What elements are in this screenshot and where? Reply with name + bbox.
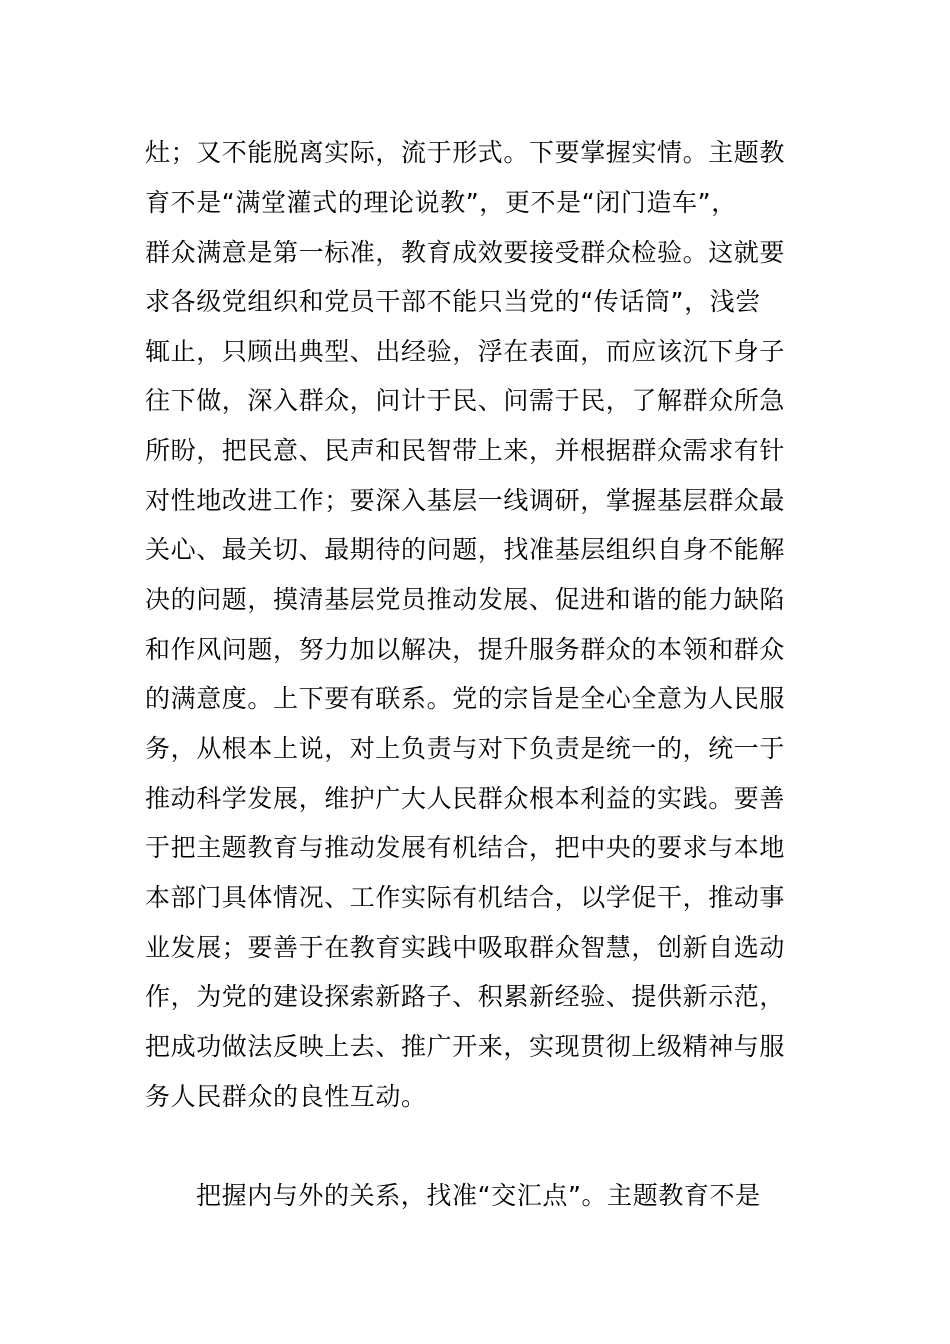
text-line: 作，为党的建设探索新路子、积累新经验、提供新示范， — [145, 982, 786, 1011]
text-line: 决的问题，摸清基层党员推动发展、促进和谐的能力缺陷 — [145, 585, 786, 614]
text-line: 对性地改进工作；要深入基层一线调研，掌握基层群众最 — [145, 486, 786, 515]
paragraph-start-line: 把握内与外的关系，找准“交汇点”。主题教育不是 — [196, 1181, 761, 1210]
text-line: 求各级党组织和党员干部不能只当党的“传话筒”，浅尝 — [145, 287, 761, 316]
text-line: 于把主题教育与推动发展有机结合，把中央的要求与本地 — [145, 833, 786, 862]
text-line: 和作风问题，努力加以解决，提升服务群众的本领和群众 — [145, 635, 786, 664]
text-line: 推动科学发展，维护广大人民群众根本利益的实践。要善 — [145, 784, 786, 813]
text-line: 业发展；要善于在教育实践中吸取群众智慧，创新自选动 — [145, 933, 786, 962]
text-line: 把成功做法反映上去、推广开来，实现贯彻上级精神与服 — [145, 1032, 786, 1061]
text-line: 辄止，只顾出典型、出经验，浮在表面，而应该沉下身子 — [145, 337, 786, 366]
text-line: 务人民群众的良性互动。 — [145, 1082, 427, 1111]
text-line: 关心、最关切、最期待的问题，找准基层组织自身不能解 — [145, 535, 786, 564]
text-line: 务，从根本上说，对上负责与对下负责是统一的，统一于 — [145, 734, 786, 763]
text-line: 的满意度。上下要有联系。党的宗旨是全心全意为人民服 — [145, 684, 786, 713]
text-line: 育不是“满堂灌式的理论说教”，更不是“闭门造车”， — [145, 188, 737, 217]
text-line: 所盼，把民意、民声和民智带上来，并根据群众需求有针 — [145, 436, 786, 465]
text-line: 群众满意是第一标准，教育成效要接受群众检验。这就要 — [145, 238, 786, 267]
text-line: 本部门具体情况、工作实际有机结合，以学促干，推动事 — [145, 883, 786, 912]
text-line: 往下做，深入群众，问计于民、问需于民，了解群众所急 — [145, 386, 786, 415]
text-line: 灶；又不能脱离实际，流于形式。下要掌握实情。主题教 — [145, 138, 786, 167]
